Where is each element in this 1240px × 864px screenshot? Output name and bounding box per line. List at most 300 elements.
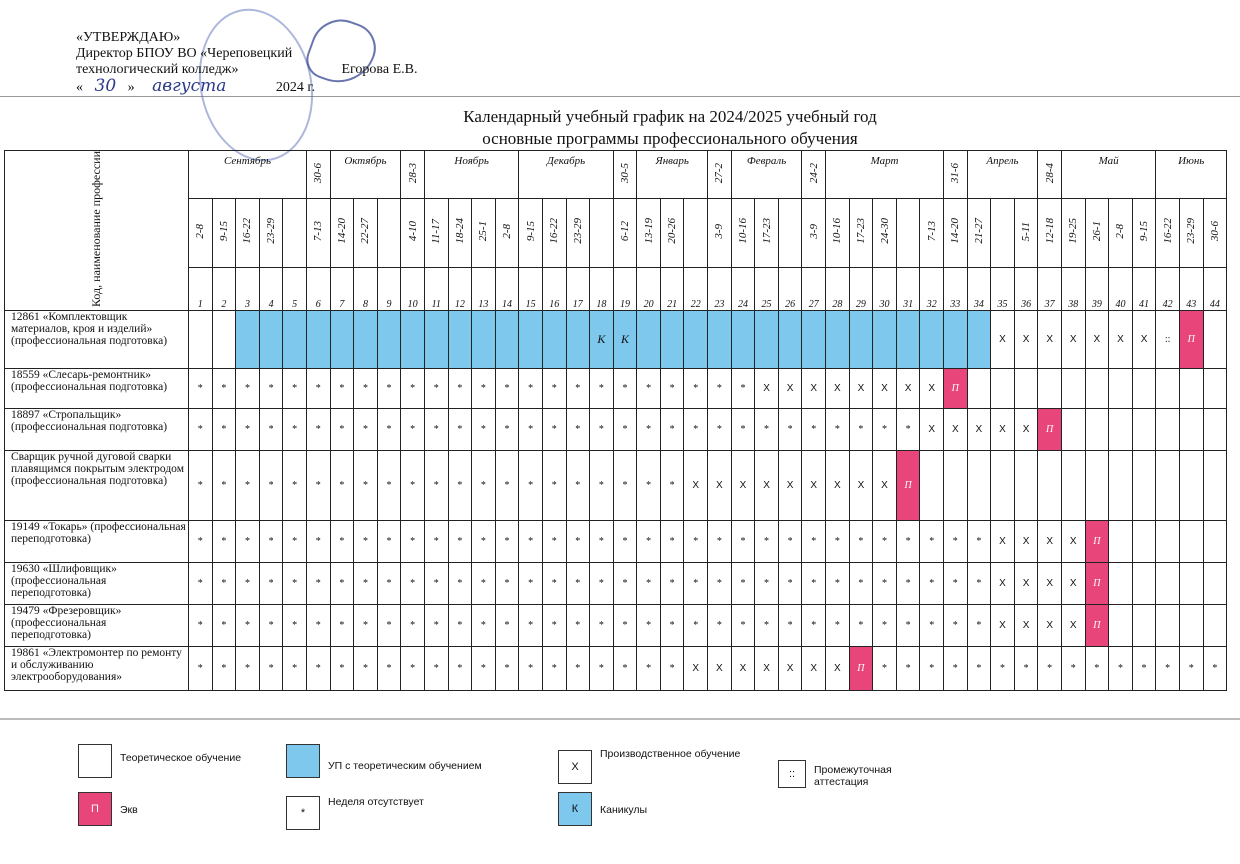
schedule-cell: Х bbox=[1061, 563, 1085, 605]
schedule-cell bbox=[259, 311, 283, 369]
schedule-cell: * bbox=[542, 369, 566, 409]
schedule-cell: * bbox=[283, 451, 307, 521]
month-header bbox=[802, 151, 826, 199]
schedule-cell: * bbox=[755, 521, 779, 563]
week-dates bbox=[802, 199, 826, 268]
date-year: 2024 г. bbox=[275, 80, 316, 95]
week-dates bbox=[967, 199, 991, 268]
schedule-cell: * bbox=[377, 563, 401, 605]
schedule-cell: * bbox=[1156, 647, 1180, 691]
schedule-cell bbox=[684, 311, 708, 369]
week-number: 40 bbox=[1109, 267, 1133, 310]
week-dates-label: 16-22 bbox=[1161, 218, 1174, 245]
document-title bbox=[420, 106, 920, 150]
month-header bbox=[731, 151, 802, 199]
schedule-cell bbox=[1085, 369, 1109, 409]
month-label: Июнь bbox=[1178, 155, 1205, 167]
schedule-cell: * bbox=[590, 451, 614, 521]
schedule-cell: * bbox=[519, 409, 543, 451]
schedule-cell: * bbox=[377, 605, 401, 647]
month-label: Сентябрь bbox=[223, 155, 271, 167]
profession-name: 18559 «Слесарь-ремонтник» (профессиональная подготовка) bbox=[5, 369, 189, 409]
week-number: 8 bbox=[354, 267, 378, 310]
schedule-cell: Х bbox=[991, 311, 1015, 369]
schedule-cell: * bbox=[873, 647, 897, 691]
schedule-cell: * bbox=[613, 451, 637, 521]
schedule-cell bbox=[920, 451, 944, 521]
schedule-cell: * bbox=[967, 605, 991, 647]
week-dates bbox=[826, 199, 850, 268]
schedule-cell: * bbox=[377, 369, 401, 409]
schedule-cell bbox=[401, 311, 425, 369]
schedule-cell bbox=[1109, 451, 1133, 521]
month-label: Октябрь bbox=[344, 155, 387, 167]
schedule-cell: * bbox=[495, 369, 519, 409]
week-dates bbox=[849, 199, 873, 268]
month-label: Апрель bbox=[986, 155, 1019, 167]
schedule-cell: * bbox=[660, 409, 684, 451]
schedule-cell bbox=[802, 311, 826, 369]
schedule-cell: * bbox=[472, 563, 496, 605]
schedule-cell: * bbox=[283, 521, 307, 563]
schedule-cell bbox=[1038, 369, 1062, 409]
schedule-cell: * bbox=[259, 451, 283, 521]
month-label: 24-2 bbox=[807, 162, 820, 184]
schedule-cell: Х bbox=[873, 451, 897, 521]
profession-name: 19149 «Токарь» (профессиональная переподготовка) bbox=[5, 521, 189, 563]
week-number: 16 bbox=[542, 267, 566, 310]
schedule-cell: * bbox=[873, 521, 897, 563]
schedule-table bbox=[4, 150, 1227, 691]
schedule-cell: * bbox=[590, 605, 614, 647]
corner-label: Код, наименование профессии bbox=[89, 151, 103, 307]
schedule-cell: * bbox=[778, 605, 802, 647]
week-number: 12 bbox=[448, 267, 472, 310]
schedule-cell: * bbox=[424, 369, 448, 409]
schedule-cell: * bbox=[354, 451, 378, 521]
schedule-cell: Х bbox=[778, 369, 802, 409]
month-header bbox=[637, 151, 708, 199]
schedule-cell: * bbox=[448, 369, 472, 409]
schedule-cell: * bbox=[236, 521, 260, 563]
month-header bbox=[1156, 151, 1227, 199]
date-month: августа bbox=[152, 76, 227, 96]
table-row bbox=[5, 647, 1227, 691]
schedule-cell bbox=[873, 311, 897, 369]
schedule-cell: Х bbox=[1038, 521, 1062, 563]
schedule-cell: * bbox=[542, 451, 566, 521]
schedule-cell bbox=[1132, 409, 1156, 451]
week-dates bbox=[731, 199, 755, 268]
month-label: Март bbox=[870, 155, 899, 167]
schedule-cell: * bbox=[354, 369, 378, 409]
schedule-cell: * bbox=[189, 451, 213, 521]
schedule-cell: К bbox=[613, 311, 637, 369]
week-dates-label: 25-1 bbox=[477, 221, 490, 242]
schedule-cell: Х bbox=[1109, 311, 1133, 369]
schedule-cell bbox=[1179, 605, 1203, 647]
schedule-cell: Х bbox=[1038, 563, 1062, 605]
schedule-cell bbox=[755, 311, 779, 369]
schedule-cell: * bbox=[330, 605, 354, 647]
week-number: 21 bbox=[660, 267, 684, 310]
schedule-cell: * bbox=[802, 563, 826, 605]
schedule-cell: * bbox=[613, 563, 637, 605]
schedule-cell: * bbox=[259, 647, 283, 691]
schedule-cell: * bbox=[377, 451, 401, 521]
week-dates-label: 10-16 bbox=[831, 218, 844, 245]
schedule-cell: * bbox=[684, 521, 708, 563]
schedule-cell: * bbox=[283, 605, 307, 647]
schedule-cell: * bbox=[283, 409, 307, 451]
schedule-cell: * bbox=[849, 605, 873, 647]
schedule-cell: * bbox=[896, 521, 920, 563]
schedule-cell: * bbox=[472, 647, 496, 691]
schedule-cell: Х bbox=[755, 647, 779, 691]
schedule-cell: Х bbox=[826, 451, 850, 521]
schedule-cell: Х bbox=[802, 369, 826, 409]
schedule-cell: * bbox=[708, 521, 732, 563]
schedule-cell bbox=[1156, 521, 1180, 563]
schedule-cell bbox=[283, 311, 307, 369]
schedule-cell: * bbox=[401, 563, 425, 605]
schedule-cell bbox=[519, 311, 543, 369]
week-dates bbox=[189, 199, 213, 268]
schedule-cell: * bbox=[330, 369, 354, 409]
week-dates bbox=[590, 199, 614, 268]
month-header bbox=[826, 151, 944, 199]
schedule-cell bbox=[1109, 521, 1133, 563]
schedule-cell: * bbox=[495, 563, 519, 605]
profession-name: 19861 «Электромонтер по ремонту и обслуживанию электрооборудования» bbox=[5, 647, 189, 691]
schedule-cell: П bbox=[896, 451, 920, 521]
week-dates-label: 23-29 bbox=[265, 218, 278, 245]
profession-name: 19630 «Шлифовщик» (профессиональная переподготовка) bbox=[5, 563, 189, 605]
week-dates-label: 17-23 bbox=[854, 218, 867, 245]
schedule-cell: * bbox=[1132, 647, 1156, 691]
week-number: 10 bbox=[401, 267, 425, 310]
schedule-cell: Х bbox=[849, 451, 873, 521]
schedule-cell: * bbox=[708, 563, 732, 605]
schedule-cell bbox=[306, 311, 330, 369]
schedule-cell: * bbox=[401, 451, 425, 521]
schedule-cell: * bbox=[637, 647, 661, 691]
schedule-cell: * bbox=[708, 409, 732, 451]
title-line1: Календарный учебный график на 2024/2025 учебный год bbox=[463, 107, 877, 126]
schedule-cell: Х bbox=[802, 647, 826, 691]
schedule-cell: Х bbox=[1061, 605, 1085, 647]
schedule-cell: * bbox=[755, 409, 779, 451]
schedule-cell: К bbox=[590, 311, 614, 369]
week-dates bbox=[1109, 199, 1133, 268]
schedule-cell: * bbox=[826, 409, 850, 451]
schedule-cell bbox=[1109, 409, 1133, 451]
schedule-cell: * bbox=[778, 563, 802, 605]
week-dates bbox=[991, 199, 1015, 268]
week-number: 15 bbox=[519, 267, 543, 310]
schedule-cell: * bbox=[212, 409, 236, 451]
schedule-cell: :: bbox=[1156, 311, 1180, 369]
week-dates-label: 3-9 bbox=[807, 223, 820, 239]
schedule-cell bbox=[1109, 369, 1133, 409]
week-dates-label: 11-17 bbox=[430, 218, 443, 244]
month-label: 28-3 bbox=[406, 162, 419, 184]
schedule-cell bbox=[1203, 311, 1227, 369]
week-dates bbox=[684, 199, 708, 268]
schedule-cell bbox=[849, 311, 873, 369]
week-dates bbox=[330, 199, 354, 268]
schedule-cell: * bbox=[542, 605, 566, 647]
schedule-cell: * bbox=[330, 409, 354, 451]
date-mid: » bbox=[127, 80, 135, 95]
schedule-cell: * bbox=[212, 563, 236, 605]
schedule-cell: * bbox=[660, 369, 684, 409]
week-dates-label: 6-12 bbox=[618, 221, 631, 242]
schedule-cell: Х bbox=[1038, 311, 1062, 369]
schedule-cell: * bbox=[590, 563, 614, 605]
schedule-cell: * bbox=[778, 521, 802, 563]
schedule-cell: * bbox=[259, 521, 283, 563]
month-header bbox=[519, 151, 613, 199]
schedule-cell: * bbox=[660, 563, 684, 605]
week-number: 19 bbox=[613, 267, 637, 310]
schedule-cell: * bbox=[1038, 647, 1062, 691]
schedule-cell: * bbox=[991, 647, 1015, 691]
schedule-cell: * bbox=[920, 605, 944, 647]
week-dates bbox=[495, 199, 519, 268]
week-dates-label: 9-15 bbox=[1138, 221, 1151, 242]
month-label: 28-4 bbox=[1043, 162, 1056, 184]
month-label: Май bbox=[1098, 155, 1119, 167]
month-header bbox=[944, 151, 968, 199]
schedule-cell bbox=[1132, 451, 1156, 521]
schedule-cell bbox=[1014, 369, 1038, 409]
schedule-cell: * bbox=[731, 563, 755, 605]
schedule-cell: * bbox=[519, 369, 543, 409]
schedule-cell: * bbox=[802, 605, 826, 647]
week-number: 28 bbox=[826, 267, 850, 310]
schedule-cell: * bbox=[684, 563, 708, 605]
schedule-cell: * bbox=[424, 647, 448, 691]
schedule-cell: * bbox=[306, 647, 330, 691]
week-dates bbox=[1061, 199, 1085, 268]
schedule-cell: * bbox=[472, 369, 496, 409]
schedule-cell bbox=[566, 311, 590, 369]
approval-line1: «УТВЕРЖДАЮ» bbox=[76, 30, 181, 45]
schedule-cell: Х bbox=[967, 409, 991, 451]
schedule-cell: * bbox=[542, 409, 566, 451]
schedule-cell: Х bbox=[920, 369, 944, 409]
schedule-cell: * bbox=[708, 369, 732, 409]
week-dates-label: 10-16 bbox=[736, 218, 749, 245]
week-number: 13 bbox=[472, 267, 496, 310]
schedule-cell bbox=[1085, 409, 1109, 451]
week-dates bbox=[1085, 199, 1109, 268]
schedule-cell bbox=[967, 451, 991, 521]
schedule-cell: * bbox=[542, 563, 566, 605]
schedule-cell: * bbox=[660, 647, 684, 691]
legend-up: УП с теоретическим обучением bbox=[328, 760, 482, 772]
schedule-cell bbox=[1156, 409, 1180, 451]
month-header bbox=[330, 151, 401, 199]
week-dates-label: 7-13 bbox=[925, 221, 938, 242]
schedule-cell: * bbox=[920, 563, 944, 605]
schedule-cell: * bbox=[212, 369, 236, 409]
schedule-cell: * bbox=[542, 647, 566, 691]
schedule-cell bbox=[731, 311, 755, 369]
schedule-cell bbox=[542, 311, 566, 369]
week-dates bbox=[519, 199, 543, 268]
schedule-cell: * bbox=[1109, 647, 1133, 691]
week-dates-label: 3-9 bbox=[713, 223, 726, 239]
schedule-cell: Х bbox=[991, 521, 1015, 563]
table-row bbox=[5, 311, 1227, 369]
month-label: 30-5 bbox=[618, 162, 631, 184]
schedule-cell: П bbox=[1038, 409, 1062, 451]
schedule-cell bbox=[778, 311, 802, 369]
schedule-cell: Х bbox=[1014, 563, 1038, 605]
schedule-cell: * bbox=[259, 369, 283, 409]
schedule-cell bbox=[330, 311, 354, 369]
schedule-cell: * bbox=[448, 605, 472, 647]
schedule-cell: * bbox=[660, 451, 684, 521]
week-number: 41 bbox=[1132, 267, 1156, 310]
schedule-cell: Х bbox=[755, 369, 779, 409]
schedule-cell: * bbox=[826, 563, 850, 605]
week-dates bbox=[660, 199, 684, 268]
schedule-cell: * bbox=[566, 451, 590, 521]
schedule-cell bbox=[1179, 409, 1203, 451]
schedule-cell: Х bbox=[1014, 605, 1038, 647]
legend-holidays: Каникулы bbox=[600, 804, 648, 816]
schedule-cell: * bbox=[472, 521, 496, 563]
table-row bbox=[5, 409, 1227, 451]
profession-name: 19479 «Фрезеровщик» (профессиональная переподготовка) bbox=[5, 605, 189, 647]
week-dates-label: 12-18 bbox=[1043, 218, 1056, 245]
schedule-cell: * bbox=[637, 369, 661, 409]
schedule-cell: * bbox=[944, 605, 968, 647]
week-number: 1 bbox=[189, 267, 213, 310]
schedule-cell: * bbox=[259, 409, 283, 451]
schedule-cell: * bbox=[377, 521, 401, 563]
schedule-cell: * bbox=[920, 647, 944, 691]
legend-up-box bbox=[286, 744, 320, 778]
week-dates bbox=[424, 199, 448, 268]
schedule-cell bbox=[1203, 605, 1227, 647]
week-dates bbox=[944, 199, 968, 268]
schedule-cell: * bbox=[873, 563, 897, 605]
schedule-cell: Х bbox=[802, 451, 826, 521]
week-dates-label: 18-24 bbox=[453, 218, 466, 245]
schedule-cell bbox=[1203, 521, 1227, 563]
week-number: 3 bbox=[236, 267, 260, 310]
week-number: 20 bbox=[637, 267, 661, 310]
schedule-cell: * bbox=[283, 369, 307, 409]
schedule-cell: Х bbox=[708, 451, 732, 521]
schedule-cell bbox=[1156, 451, 1180, 521]
week-number: 34 bbox=[967, 267, 991, 310]
week-number: 22 bbox=[684, 267, 708, 310]
schedule-cell: * bbox=[495, 409, 519, 451]
schedule-cell: * bbox=[424, 605, 448, 647]
schedule-cell: * bbox=[566, 369, 590, 409]
legend-absent-box: * bbox=[286, 796, 320, 830]
schedule-cell: * bbox=[613, 605, 637, 647]
week-dates bbox=[1014, 199, 1038, 268]
month-label: Февраль bbox=[746, 155, 787, 167]
top-rule bbox=[0, 96, 1240, 97]
schedule-cell: * bbox=[566, 605, 590, 647]
schedule-cell bbox=[1203, 409, 1227, 451]
schedule-cell: * bbox=[236, 369, 260, 409]
week-number: 44 bbox=[1203, 267, 1227, 310]
schedule-cell: * bbox=[377, 647, 401, 691]
schedule-cell: * bbox=[424, 409, 448, 451]
week-dates bbox=[1156, 199, 1180, 268]
schedule-cell: Х bbox=[778, 647, 802, 691]
schedule-cell: Х bbox=[826, 369, 850, 409]
schedule-cell: * bbox=[967, 647, 991, 691]
week-number: 32 bbox=[920, 267, 944, 310]
profession-name: 18897 «Стропальщик» (профессиональная подготовка) bbox=[5, 409, 189, 451]
schedule-cell: * bbox=[755, 563, 779, 605]
schedule-cell: * bbox=[660, 605, 684, 647]
week-dates bbox=[542, 199, 566, 268]
schedule-cell: * bbox=[873, 409, 897, 451]
week-number: 24 bbox=[731, 267, 755, 310]
month-header bbox=[967, 151, 1038, 199]
schedule-cell: Х bbox=[731, 451, 755, 521]
schedule-cell: * bbox=[566, 521, 590, 563]
table-row bbox=[5, 451, 1227, 521]
date-prefix: « bbox=[76, 80, 83, 95]
week-dates-label: 26-1 bbox=[1090, 221, 1103, 242]
legend-absent: Неделя отсутствует bbox=[328, 796, 424, 808]
schedule-cell bbox=[472, 311, 496, 369]
schedule-cell: * bbox=[637, 409, 661, 451]
month-header bbox=[401, 151, 425, 199]
schedule-cell: * bbox=[424, 451, 448, 521]
week-number: 23 bbox=[708, 267, 732, 310]
schedule-cell bbox=[377, 311, 401, 369]
week-number: 5 bbox=[283, 267, 307, 310]
schedule-cell: * bbox=[708, 605, 732, 647]
schedule-cell: * bbox=[424, 563, 448, 605]
schedule-cell: Х bbox=[1014, 521, 1038, 563]
schedule-cell: Х bbox=[991, 605, 1015, 647]
schedule-cell: Х bbox=[1014, 311, 1038, 369]
schedule-cell bbox=[1132, 605, 1156, 647]
week-dates bbox=[259, 199, 283, 268]
schedule-cell bbox=[424, 311, 448, 369]
schedule-cell: * bbox=[354, 605, 378, 647]
schedule-cell: * bbox=[920, 521, 944, 563]
schedule-cell bbox=[448, 311, 472, 369]
schedule-cell bbox=[1109, 563, 1133, 605]
schedule-cell: * bbox=[684, 369, 708, 409]
schedule-cell: * bbox=[613, 409, 637, 451]
schedule-cell: * bbox=[684, 409, 708, 451]
week-dates-label: 2-8 bbox=[194, 223, 207, 239]
schedule-cell bbox=[236, 311, 260, 369]
schedule-cell: * bbox=[212, 605, 236, 647]
schedule-cell: * bbox=[259, 563, 283, 605]
schedule-cell: * bbox=[755, 605, 779, 647]
schedule-cell: * bbox=[637, 451, 661, 521]
schedule-cell: * bbox=[944, 521, 968, 563]
schedule-cell bbox=[660, 311, 684, 369]
month-label: 31-6 bbox=[949, 162, 962, 184]
